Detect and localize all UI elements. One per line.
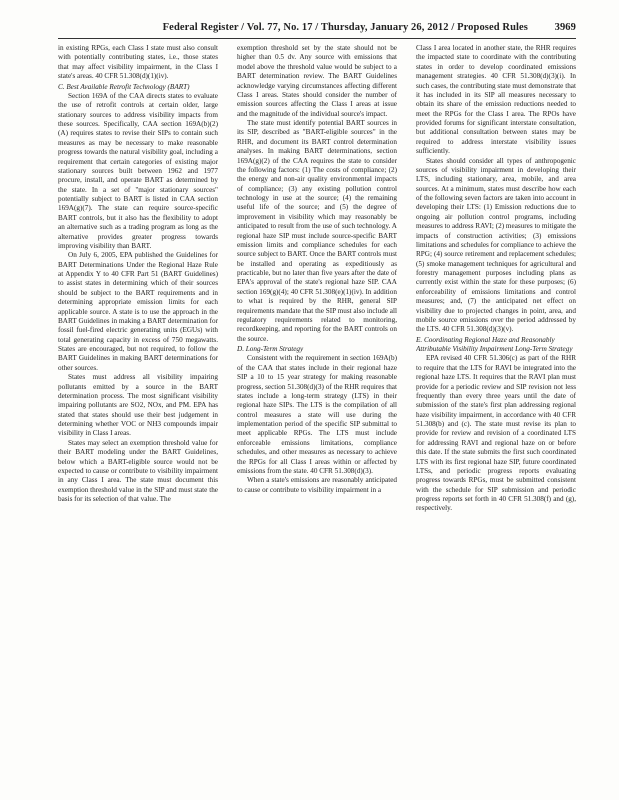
text-column-3 [416, 44, 576, 784]
paragraph: States must address all visibility impairing pollutants emitted by a source in the BART determination process. The most significant visibility impairing pollutants are SO2, NOx, and PM. EPA has stated that states should use their best judgement in determining whether VOC or NH3 compounds impair visibility in Class I areas. [58, 373, 218, 438]
paragraph: States should consider all types of anthropogenic sources of visibility impairment in developing their LTS, including stationary, area, mobile, and area sources. At a minimum, states must describe how each of the following seven factors are taken into account in developing their LTS: (1) Emission reductions due to ongoing air pollution control programs, including measures to address RAVI; (2) measures to mitigate the impacts of construction activities; (3) emissions limitations and schedules for compliance to achieve the RPG; (4) source retirement and replacement schedules; (5) smoke management techniques for agricultural and forestry management purposes including plans as currently exist within the state for these purposes; (6) enforceability of emissions limitations and control measures; and, (7) the anticipated net effect on visibility due to projected changes in point, area, and mobile source emissions over the period addressed by the LTS. 40 CFR 51.308(d)(3)(v). [416, 156, 576, 334]
paragraph: Consistent with the requirement in section 169A(b) of the CAA that states include in their regional haze SIP a 10 to 15 year strategy for making reasonable progress, section 51.308(d)(3) of the RHR requires that states include a long-term strategy (LTS) in their regional haze SIPs. The LTS is the compilation of all control measures a state will use during the implementation period of the specific SIP submittal to meet applicable RPGs. The LTS must include enforceable emissions limitations, compliance schedules, and other measures as necessary to achieve the RPGs for all Class I areas within or affected by emissions from the state. 40 CFR 51.308(d)(3). [237, 354, 397, 475]
text-column-2 [237, 44, 397, 784]
section-heading-coordinating: E. Coordinating Regional Haze and Reasonably Attributable Visibility Impairment Long-Term Strategy [416, 335, 573, 353]
paragraph: The state must identify potential BART sources in its SIP, described as "BART-eligible sources" in the RHR, and document its BART control determination analyses. In making BART determinations, section 169A(g)(2) of the CAA requires the state to consider the following factors: (1) The costs of compliance; (2) the energy and non-air quality environmental impacts of compliance; (3) any existing pollution control technology in use at the source; (4) the remaining useful life of the source; and (5) the degree of improvement in visibility which may reasonably be anticipated to result from the use of such technology. A regional haze SIP must include source-specific BART emission limits and compliance schedules for each source subject to BART. Once the BART controls must be installed and operating as expeditiously as practicable, but no later than five years after the date of EPA's approval of the state's regional haze SIP. CAA section 169(g)(4); 40 CFR 51.308(e)(1)(iv). In addition to what is required by the RHR, general SIP requirements mandate that the SIP must also include all regulatory requirements related to monitoring, recordkeeping, and reporting for the BART controls on the source. [237, 119, 397, 343]
paragraph: in existing RPGs, each Class I state must also consult with potentially contributing states, i.e., those states that may affect visibility impairment, in the Class I state's areas. 40 CFR 51.308(d)(1)(iv). [58, 44, 218, 81]
paragraph: Class I area located in another state, the RHR requires the impacted state to coordinate with the contributing states in order to develop coordinated emissions management strategies. 40 CFR 51.308(d)(3)(i). In such cases, the contributing state must demonstrate that it has included in its SIP all measures necessary to obtain its share of the emission reductions needed to meet the RPGs for the Class I area. The RPOs have provided forums for significant interstate consultation, but additional consultation between states may be required to address interstate visibility issues sufficiently. [416, 44, 576, 156]
section-heading-long-term-strategy: D. Long-Term Strategy [237, 345, 304, 353]
header-rule [58, 38, 576, 39]
running-header [58, 22, 576, 36]
page-number: 3969 [554, 22, 576, 33]
section-heading-bart: C. Best Available Retrofit Technology (BART) [58, 82, 190, 91]
paragraph: EPA revised 40 CFR 51.306(c) as part of the RHR to require that the LTS for RAVI be integrated into the regional haze LTS. It requires that the RAVI plan must provide for a periodic review and SIP revision not less frequently than every three years until the date of submission of the state's first plan addressing regional haze visibility impairment, in accordance with 40 CFR 51.308(b) and (c). The state must revise its plan to provide for review and revision of a coordinated LTS for addressing RAVI and regional haze on or before this date. If the state submits the first such coordinated LTS with its first regional haze SIP, future coordinated LTSs, and periodic progress reports evaluating progress towards RPGs, must be submitted consistent with the schedule for SIP submission and periodic progress reports set forth in 40 CFR 51.308(f) and (g), respectively. [416, 354, 576, 513]
paragraph: When a state's emissions are reasonably anticipated to cause or contribute to visibility impairment in a [237, 476, 397, 494]
journal-citation: Federal Register / Vol. 77, No. 17 / Thursday, January 26, 2012 / Proposed Rules [162, 22, 528, 33]
paragraph: Section 169A of the CAA directs states to evaluate the use of retrofit controls at certain older, large stationary sources to address visibility impacts from these sources. Specifically, CAA section 169A(b)(2)(A) requires states to revise their SIPs to contain such measures as may be necessary to make reasonable progress towards the natural visibility goal, including a requirement that certain categories of existing major stationary sources built between 1962 and 1977 procure, install, and operate BART as determined by the state. In a set of "major stationary sources" potentially subject to BART is listed in CAA section 169A(g)(7). The state can require source-specific BART controls, but it also has the flexibility to adopt an alternative such as a trading program as long as the alternative provides greater progress towards improving visibility than BART. [58, 91, 218, 250]
paragraph: exemption threshold set by the state should not be higher than 0.5 dv. Any source with emissions that model above the threshold value would be subject to a BART determination review. The BART Guidelines acknowledge varying circumstances affecting different Class I areas. States should consider the number of emission sources affecting the Class I areas at issue and the magnitude of the individual source's impact. [237, 44, 397, 118]
paragraph: On July 6, 2005, EPA published the Guidelines for BART Determinations Under the Regional Haze Rule at Appendix Y to 40 CFR Part 51 (BART Guidelines) to assist states in determining which of their sources should be subject to the BART requirements and in determining appropriate emission limits for each applicable source. A state is to use the approach in the BART Guidelines in making a BART determination for fossil fuel-fired electric generating units (EGUs) with total generating capacity in excess of 750 megawatts. States are encouraged, but not required, to follow the BART Guidelines in making BART determinations for other sources. [58, 251, 218, 372]
paragraph: States may select an exemption threshold value for their BART modeling under the BART Guidelines, below which a BART-eligible source would not be expected to cause or contribute to visibility impairment in any Class I area. The state must document this exemption threshold value in the SIP and must state the basis for its selection of that value. The [58, 438, 218, 503]
text-column-1 [58, 44, 218, 784]
